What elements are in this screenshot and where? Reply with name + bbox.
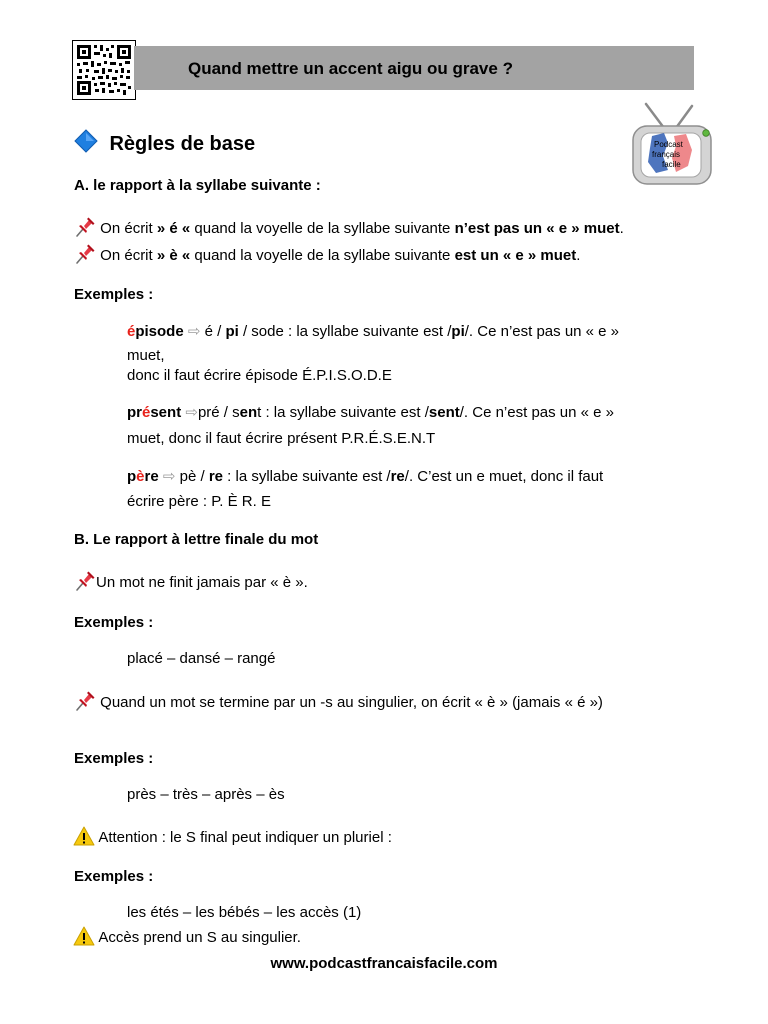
ex3-w1: p [127,468,137,485]
rule-b1 [74,570,308,594]
ex3-s4: re [390,468,405,485]
podcast-badge [630,100,714,190]
warning-icon [73,826,95,846]
arrow-icon: ⇨ [187,323,201,340]
rule-b2 [74,690,603,714]
ex1-s5: /. Ce n’est pas un « e » [464,323,620,340]
ex1-s2: pi [225,323,239,340]
rule-a2-pre: On écrit [100,247,157,264]
ex3-w2: re [144,468,159,485]
rule-a2 [74,243,580,267]
ex3-s1: pè / [175,468,209,485]
ex2-w1: pr [127,404,142,421]
rule-a1-bold: n’est pas un « e » muet [454,220,620,237]
blue-diamond-icon [73,128,99,154]
qr-code [72,40,136,100]
note-text: Accès prend un S au singulier. [98,929,301,946]
pushpin-icon [74,243,96,265]
ex2-w2: sent [150,404,182,421]
badge-line-2: français [652,150,681,159]
pushpin-icon [74,216,96,238]
page-title: Quand mettre un accent aigu ou grave ? [188,59,513,78]
ex2-s3: t : la syllabe suivante est / [257,404,429,421]
part-b-heading: B. Le rapport à lettre finale du mot [74,531,319,548]
note-line [73,926,301,949]
rule-a2-bold: est un « e » muet [454,247,577,264]
examples-label-b1: Exemples : [74,614,154,631]
ex2-s4: sent [428,404,460,421]
examples-b2: près – très – après – ès [127,786,285,803]
ex2-s1: pré / s [197,404,240,421]
rule-a2-end: . [576,247,581,264]
attention-text: Attention : le S final peut indiquer un pluriel : [98,829,392,846]
example-episode-line1 [127,321,619,343]
arrow-icon: ⇨ [185,404,198,421]
examples-label-b3: Exemples : [74,868,154,885]
example-present-line2: muet, donc il faut écrire présent P.R.É.S.E.N.T [127,430,436,447]
footer-url[interactable]: www.podcastfrancaisfacile.com [270,955,498,972]
rule-b2-text: Quand un mot se termine par un -s au singulier, on écrit « è » (jamais « é ») [100,694,603,711]
rule-a1-end: . [619,220,624,237]
examples-label-b2: Exemples : [74,750,154,767]
example-pere-line1 [127,466,603,488]
badge-line-1: Podcast [654,140,683,149]
ex3-s2: re [208,468,223,485]
section-title-row [73,128,255,156]
ex2-s5: /. Ce n’est pas un « e » [459,404,615,421]
rule-a1 [74,216,624,240]
arrow-icon: ⇨ [162,468,176,485]
example-present-accent: é [142,404,151,421]
rule-a1-pre: On écrit [100,220,157,237]
rule-a1-mid: quand la voyelle de la syllabe suivante [194,220,455,237]
ex3-s5: /. C’est un e muet, donc il faut [404,468,604,485]
part-a-heading: A. le rapport à la syllabe suivante : [74,177,321,194]
pushpin-icon [74,690,96,712]
example-present-line1 [127,402,614,424]
ex1-s1: é / [200,323,226,340]
examples-label-a: Exemples : [74,286,154,303]
rule-a2-mark: » è « [156,247,195,264]
ex2-s2: en [239,404,258,421]
badge-line-3: facile [662,160,681,169]
example-pere-line2: écrire père : P. È R. E [127,493,271,510]
example-episode-accent: é [127,323,136,340]
attention-line [73,826,392,849]
warning-icon [73,926,95,946]
pushpin-icon [74,570,96,592]
example-episode-line2: muet, [127,347,165,364]
example-pere-accent: è [136,468,145,485]
rule-b1-text: Un mot ne finit jamais par « è ». [96,574,308,591]
ex3-s3: : la syllabe suivante est / [223,468,391,485]
ex1-s3: / sode : la syllabe suivante est / [238,323,452,340]
rule-a1-mark: » é « [156,220,195,237]
example-episode-line3: donc il faut écrire épisode É.P.I.S.O.D.E [127,367,392,384]
section-title: Règles de base [109,133,256,155]
examples-b1: placé – dansé – rangé [127,650,276,667]
examples-b3: les étés – les bébés – les accès (1) [127,904,362,921]
ex1-s4: pi [451,323,465,340]
rule-a2-mid: quand la voyelle de la syllabe suivante [194,247,455,264]
example-episode-word: pisode [135,323,184,340]
